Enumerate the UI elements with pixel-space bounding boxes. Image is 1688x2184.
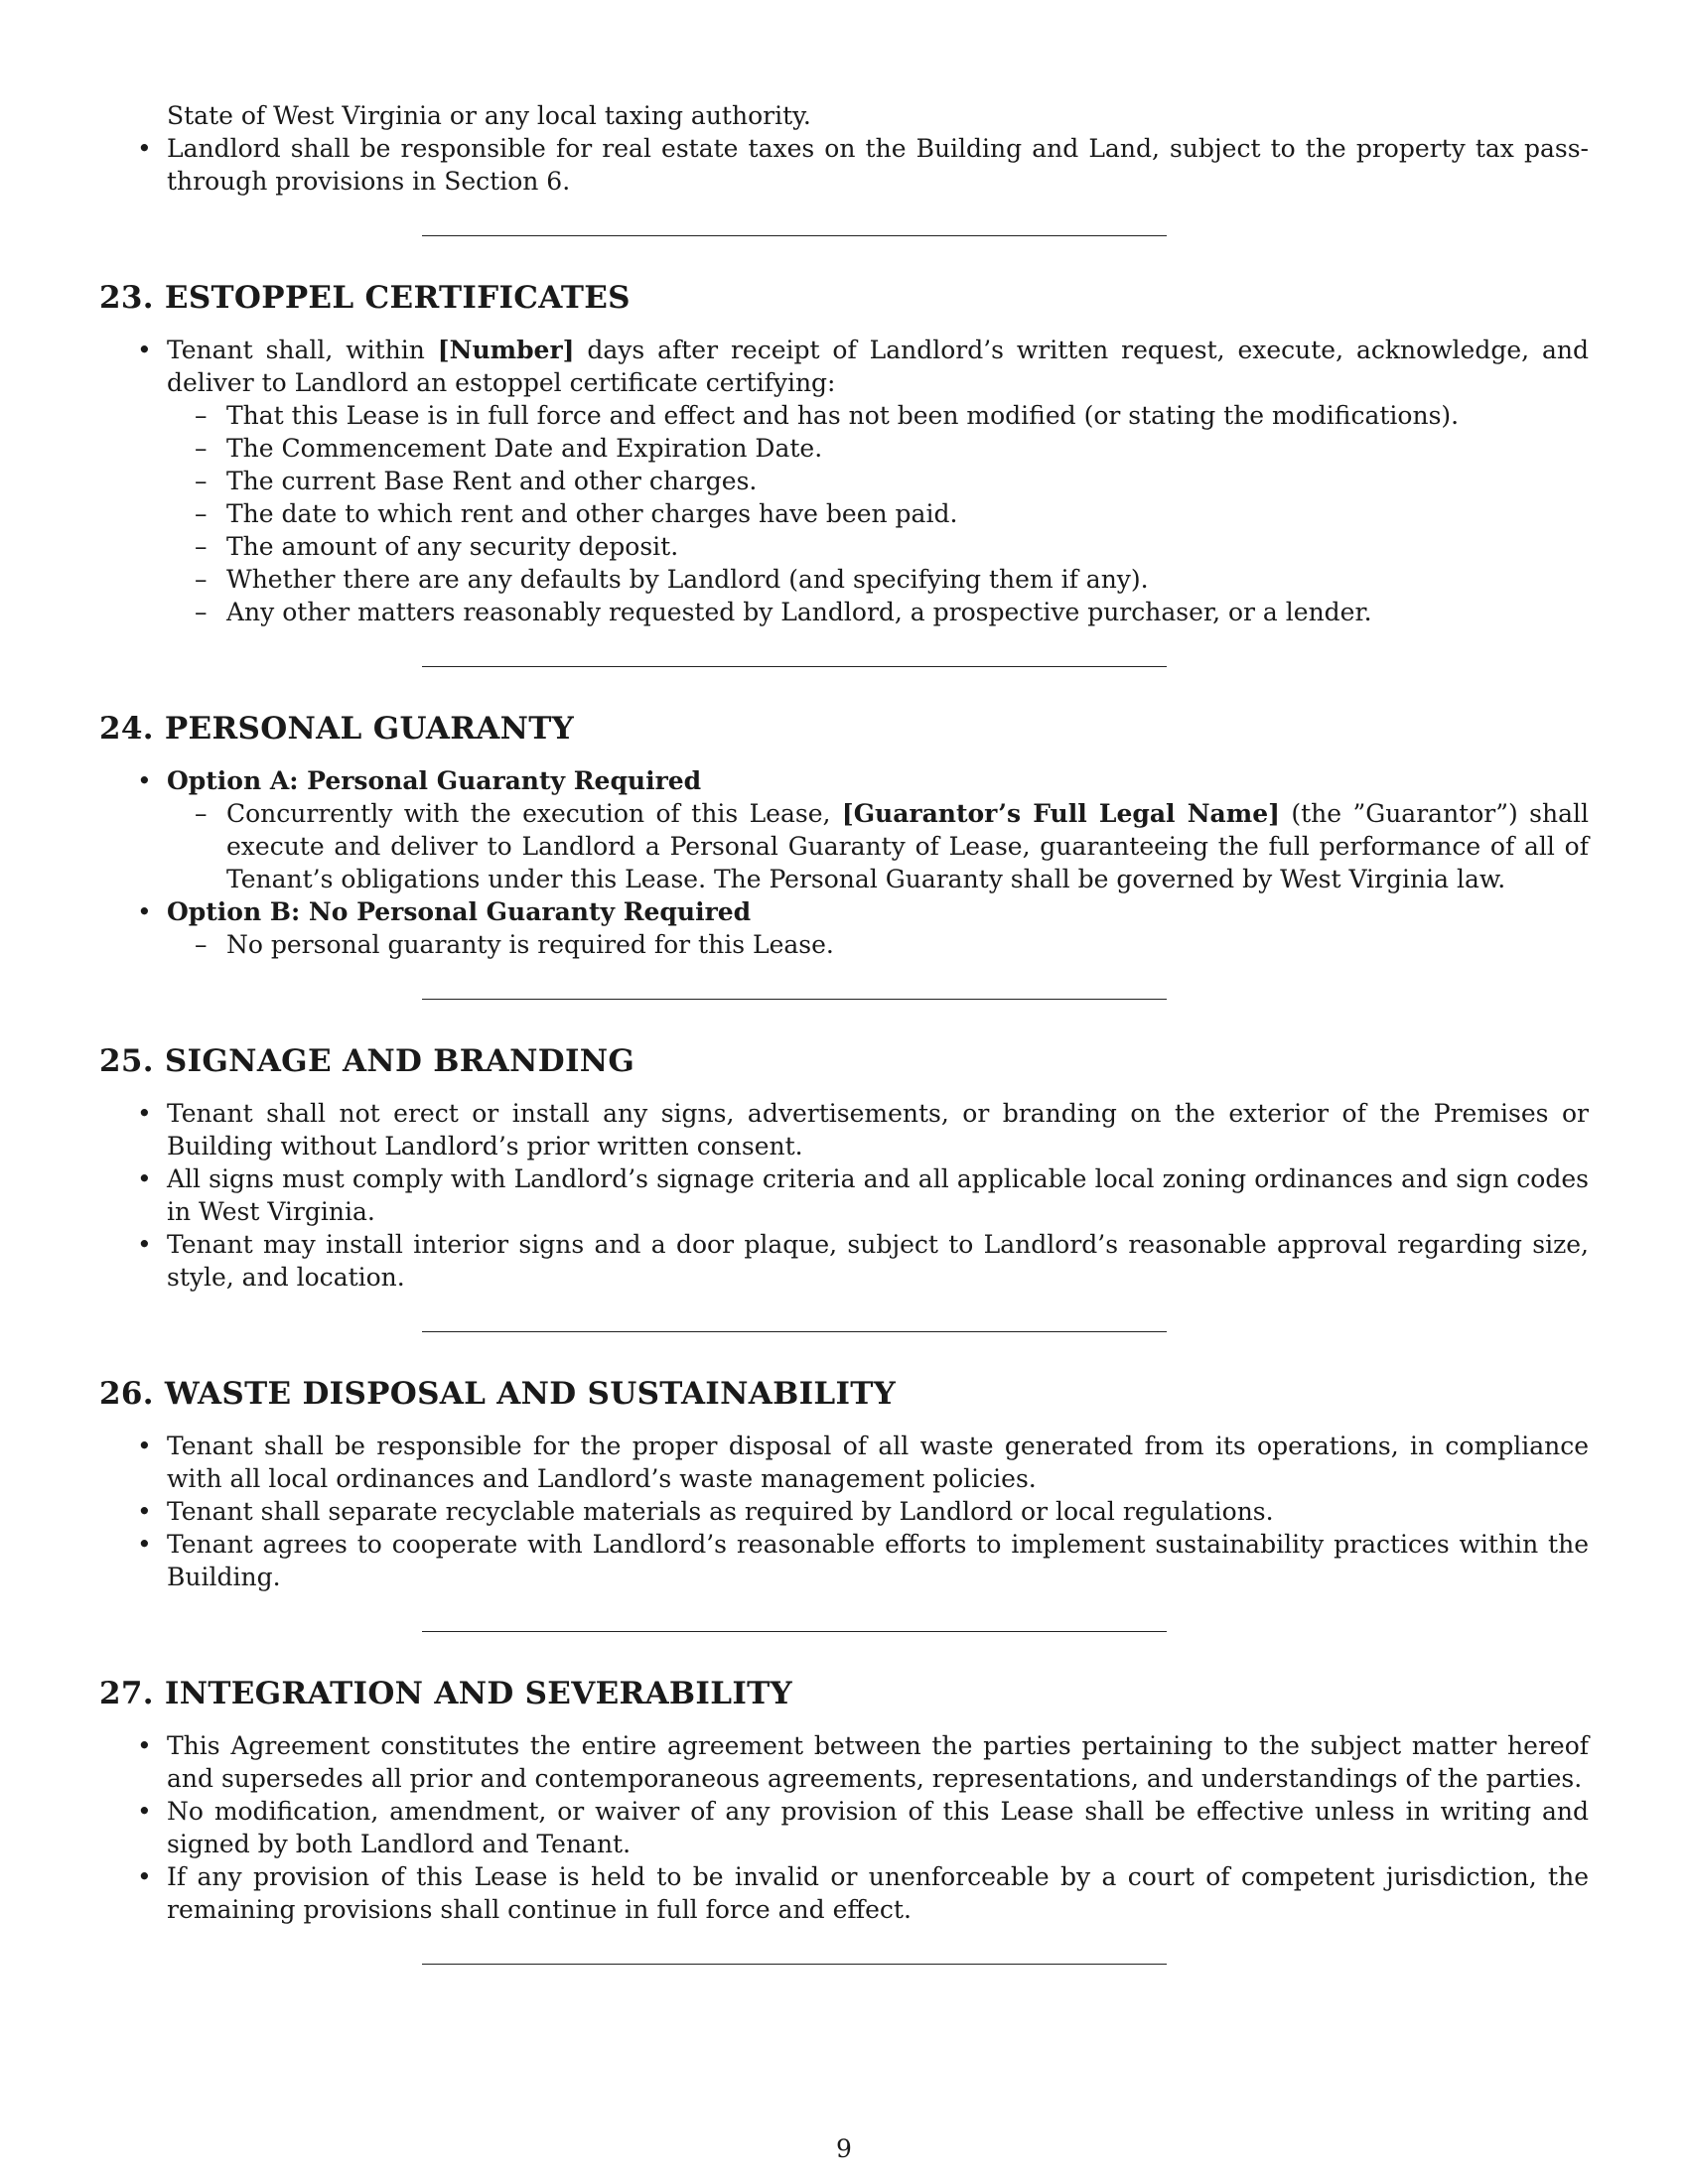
sub-list-item — [167, 797, 1589, 895]
section-heading-26: 26. WASTE DISPOSAL AND SUSTAINABILITY — [99, 1376, 897, 1412]
estoppel-intro-post: days after receipt of Landlord’s written request, execute, acknowledge, and deliver to Landlord an estoppel certificate certifying: — [167, 336, 1589, 397]
section-heading-24: 24. PERSONAL GUARANTY — [99, 711, 575, 747]
estoppel-intro-pre: Tenant shall, within — [167, 336, 438, 364]
section-divider — [422, 235, 1167, 236]
list-item: • If any provision of this Lease is held to be invalid or unenforceable by a court of competent jurisdiction, the remaining provisions shall continue in full force and effect. — [99, 1860, 1589, 1926]
sub-list-item: – No personal guaranty is required for this Lease. — [167, 928, 1589, 961]
list-item: • No modification, amendment, or waiver of any provision of this Lease shall be effective unless in writing and signed by both Landlord and Tenant. — [99, 1795, 1589, 1860]
section-divider — [422, 1331, 1167, 1332]
list-item: • Landlord shall be responsible for real estate taxes on the Building and Land, subject to the property tax pass-through provisions in Section 6. — [99, 132, 1589, 198]
guarantor-placeholder: [Guarantor’s Full Legal Name] — [841, 799, 1280, 828]
list-item — [99, 764, 1589, 895]
estoppel-items — [167, 399, 1589, 628]
list-item: • This Agreement constitutes the entire agreement between the parties pertaining to the subject matter hereof and supersedes all prior and contemporaneous agreements, representations, and understandings of the parties. — [99, 1729, 1589, 1795]
section-heading-23: 23. ESTOPPEL CERTIFICATES — [99, 280, 631, 316]
waste-list — [99, 1430, 1589, 1593]
option-b-items — [167, 928, 1589, 961]
list-item — [99, 334, 1589, 628]
list-item: • Tenant shall not erect or install any signs, advertisements, or branding on the exterior of the Premises or Building without Landlord’s prior written consent. — [99, 1097, 1589, 1162]
section-divider — [422, 1631, 1167, 1632]
section-divider — [422, 999, 1167, 1000]
sub-list-item: – That this Lease is in full force and effect and has not been modified (or stating the modifications). — [167, 399, 1589, 432]
page-number: 9 — [836, 2134, 852, 2163]
integration-list — [99, 1729, 1589, 1926]
guaranty-list — [99, 764, 1589, 961]
option-b-label: Option B: No Personal Guaranty Required — [167, 897, 752, 926]
continuation-text: State of West Virginia or any local taxing authority. — [167, 101, 811, 130]
tax-list — [99, 132, 1589, 198]
sub-list-item: – Any other matters reasonably requested by Landlord, a prospective purchaser, or a lender. — [167, 596, 1589, 628]
option-a-post: (the ”Guarantor”) shall execute and deliver to Landlord a Personal Guaranty of Lease, guaranteeing the full performance of all of Tenant’s obligations under this Lease. The Personal Guaranty shall be governed by West Virginia law. — [226, 799, 1589, 893]
estoppel-list — [99, 334, 1589, 628]
number-placeholder: [Number] — [437, 336, 575, 364]
list-item — [99, 895, 1589, 961]
document-page — [99, 99, 1589, 1965]
sub-list-item: – Whether there are any defaults by Landlord (and specifying them if any). — [167, 563, 1589, 596]
section-divider — [422, 666, 1167, 667]
sub-list-item: – The Commencement Date and Expiration Date. — [167, 432, 1589, 465]
list-item: • All signs must comply with Landlord’s signage criteria and all applicable local zoning ordinances and sign codes in West Virginia. — [99, 1162, 1589, 1228]
list-item: • Tenant may install interior signs and a door plaque, subject to Landlord’s reasonable approval regarding size, style, and location. — [99, 1228, 1589, 1294]
list-item: • Tenant shall separate recyclable materials as required by Landlord or local regulations. — [99, 1495, 1589, 1528]
sub-list-item: – The amount of any security deposit. — [167, 530, 1589, 563]
list-item: • Tenant shall be responsible for the proper disposal of all waste generated from its operations, in compliance with all local ordinances and Landlord’s waste management policies. — [99, 1430, 1589, 1495]
option-a-label: Option A: Personal Guaranty Required — [167, 766, 702, 795]
option-a-pre: Concurrently with the execution of this Lease, — [226, 799, 842, 828]
section-divider — [422, 1964, 1167, 1965]
sub-list-item: – The date to which rent and other charges have been paid. — [167, 497, 1589, 530]
section-heading-27: 27. INTEGRATION AND SEVERABILITY — [99, 1676, 792, 1711]
signage-list — [99, 1097, 1589, 1294]
section-heading-25: 25. SIGNAGE AND BRANDING — [99, 1043, 635, 1079]
list-item: • Tenant agrees to cooperate with Landlord’s reasonable efforts to implement sustainability practices within the Building. — [99, 1528, 1589, 1593]
option-a-items — [167, 797, 1589, 895]
sub-list-item: – The current Base Rent and other charges. — [167, 465, 1589, 497]
